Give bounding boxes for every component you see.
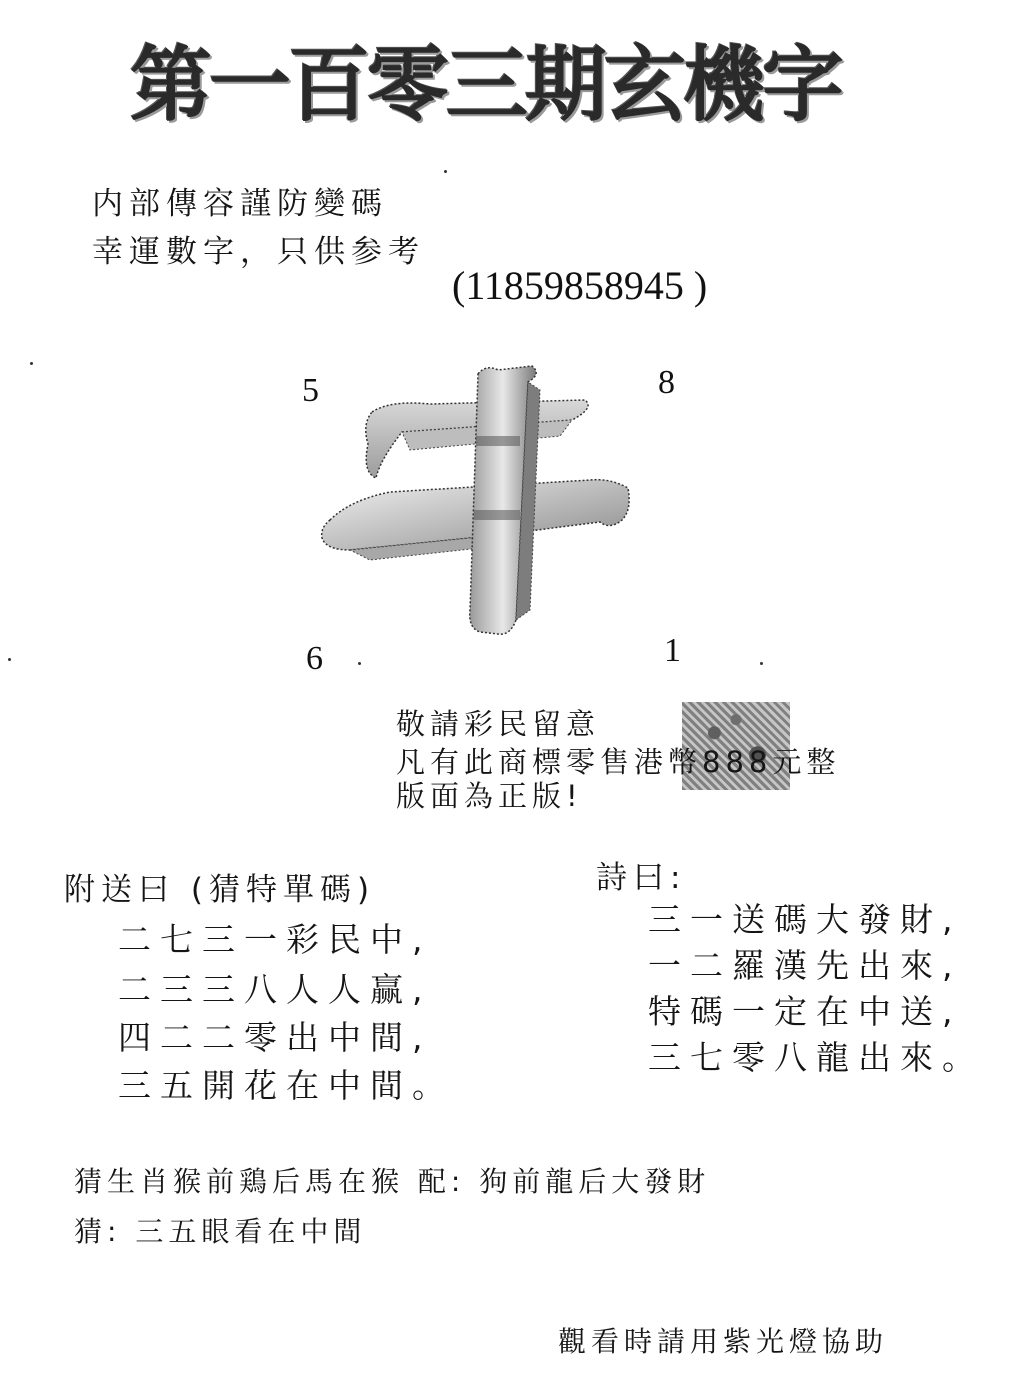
guess-line-2: 猜: 三五眼看在中間: [74, 1215, 367, 1248]
gift-heading: 附送曰 (猜特單碼): [64, 872, 376, 908]
footer-note: 觀看時請用紫光燈協助: [558, 1325, 889, 1358]
guess-line-1: 猜生肖猴前鶏后馬在猴 配: 狗前龍后大發財: [74, 1165, 711, 1198]
poem-line-3: 特碼一定在中送,: [648, 992, 962, 1031]
scan-speck: [8, 658, 11, 661]
corner-number-bottom-left: 6: [306, 640, 323, 677]
scan-speck: [760, 662, 763, 665]
gift-line-2: 二三三八人人赢,: [118, 970, 432, 1009]
corner-number-top-left: 5: [302, 372, 319, 409]
notice-line-2: 凡有此商標零售港幣888元整: [396, 745, 841, 779]
notice-line-3: 版面為正版!: [396, 779, 583, 813]
poem-heading: 詩曰:: [596, 860, 687, 896]
scan-speck: [444, 170, 447, 173]
ox-character-artwork: [310, 360, 650, 650]
corner-number-bottom-right: 1: [664, 632, 681, 669]
gift-line-3: 四二二零出中間,: [118, 1018, 432, 1057]
intro-line-1: 内部傳容謹防變碼: [92, 186, 388, 222]
page-title: 第一百零三期玄機字: [130, 37, 842, 133]
corner-number-top-right: 8: [658, 364, 675, 401]
poem-line-2: 一二羅漢先出來,: [648, 946, 962, 985]
gift-line-4: 三五開花在中間。: [118, 1066, 454, 1105]
gift-line-1: 二七三一彩民中,: [118, 920, 432, 959]
poem-line-1: 三一送碼大發財,: [648, 900, 962, 939]
intro-phone: (11859858945 ): [452, 263, 708, 308]
poem-line-4: 三七零八龍出來。: [648, 1038, 984, 1077]
notice-line-1: 敬請彩民留意: [396, 707, 601, 741]
intro-line-2: 幸運數字，只供参考: [92, 234, 425, 270]
scan-speck: [30, 362, 33, 365]
scan-speck: [358, 662, 361, 665]
